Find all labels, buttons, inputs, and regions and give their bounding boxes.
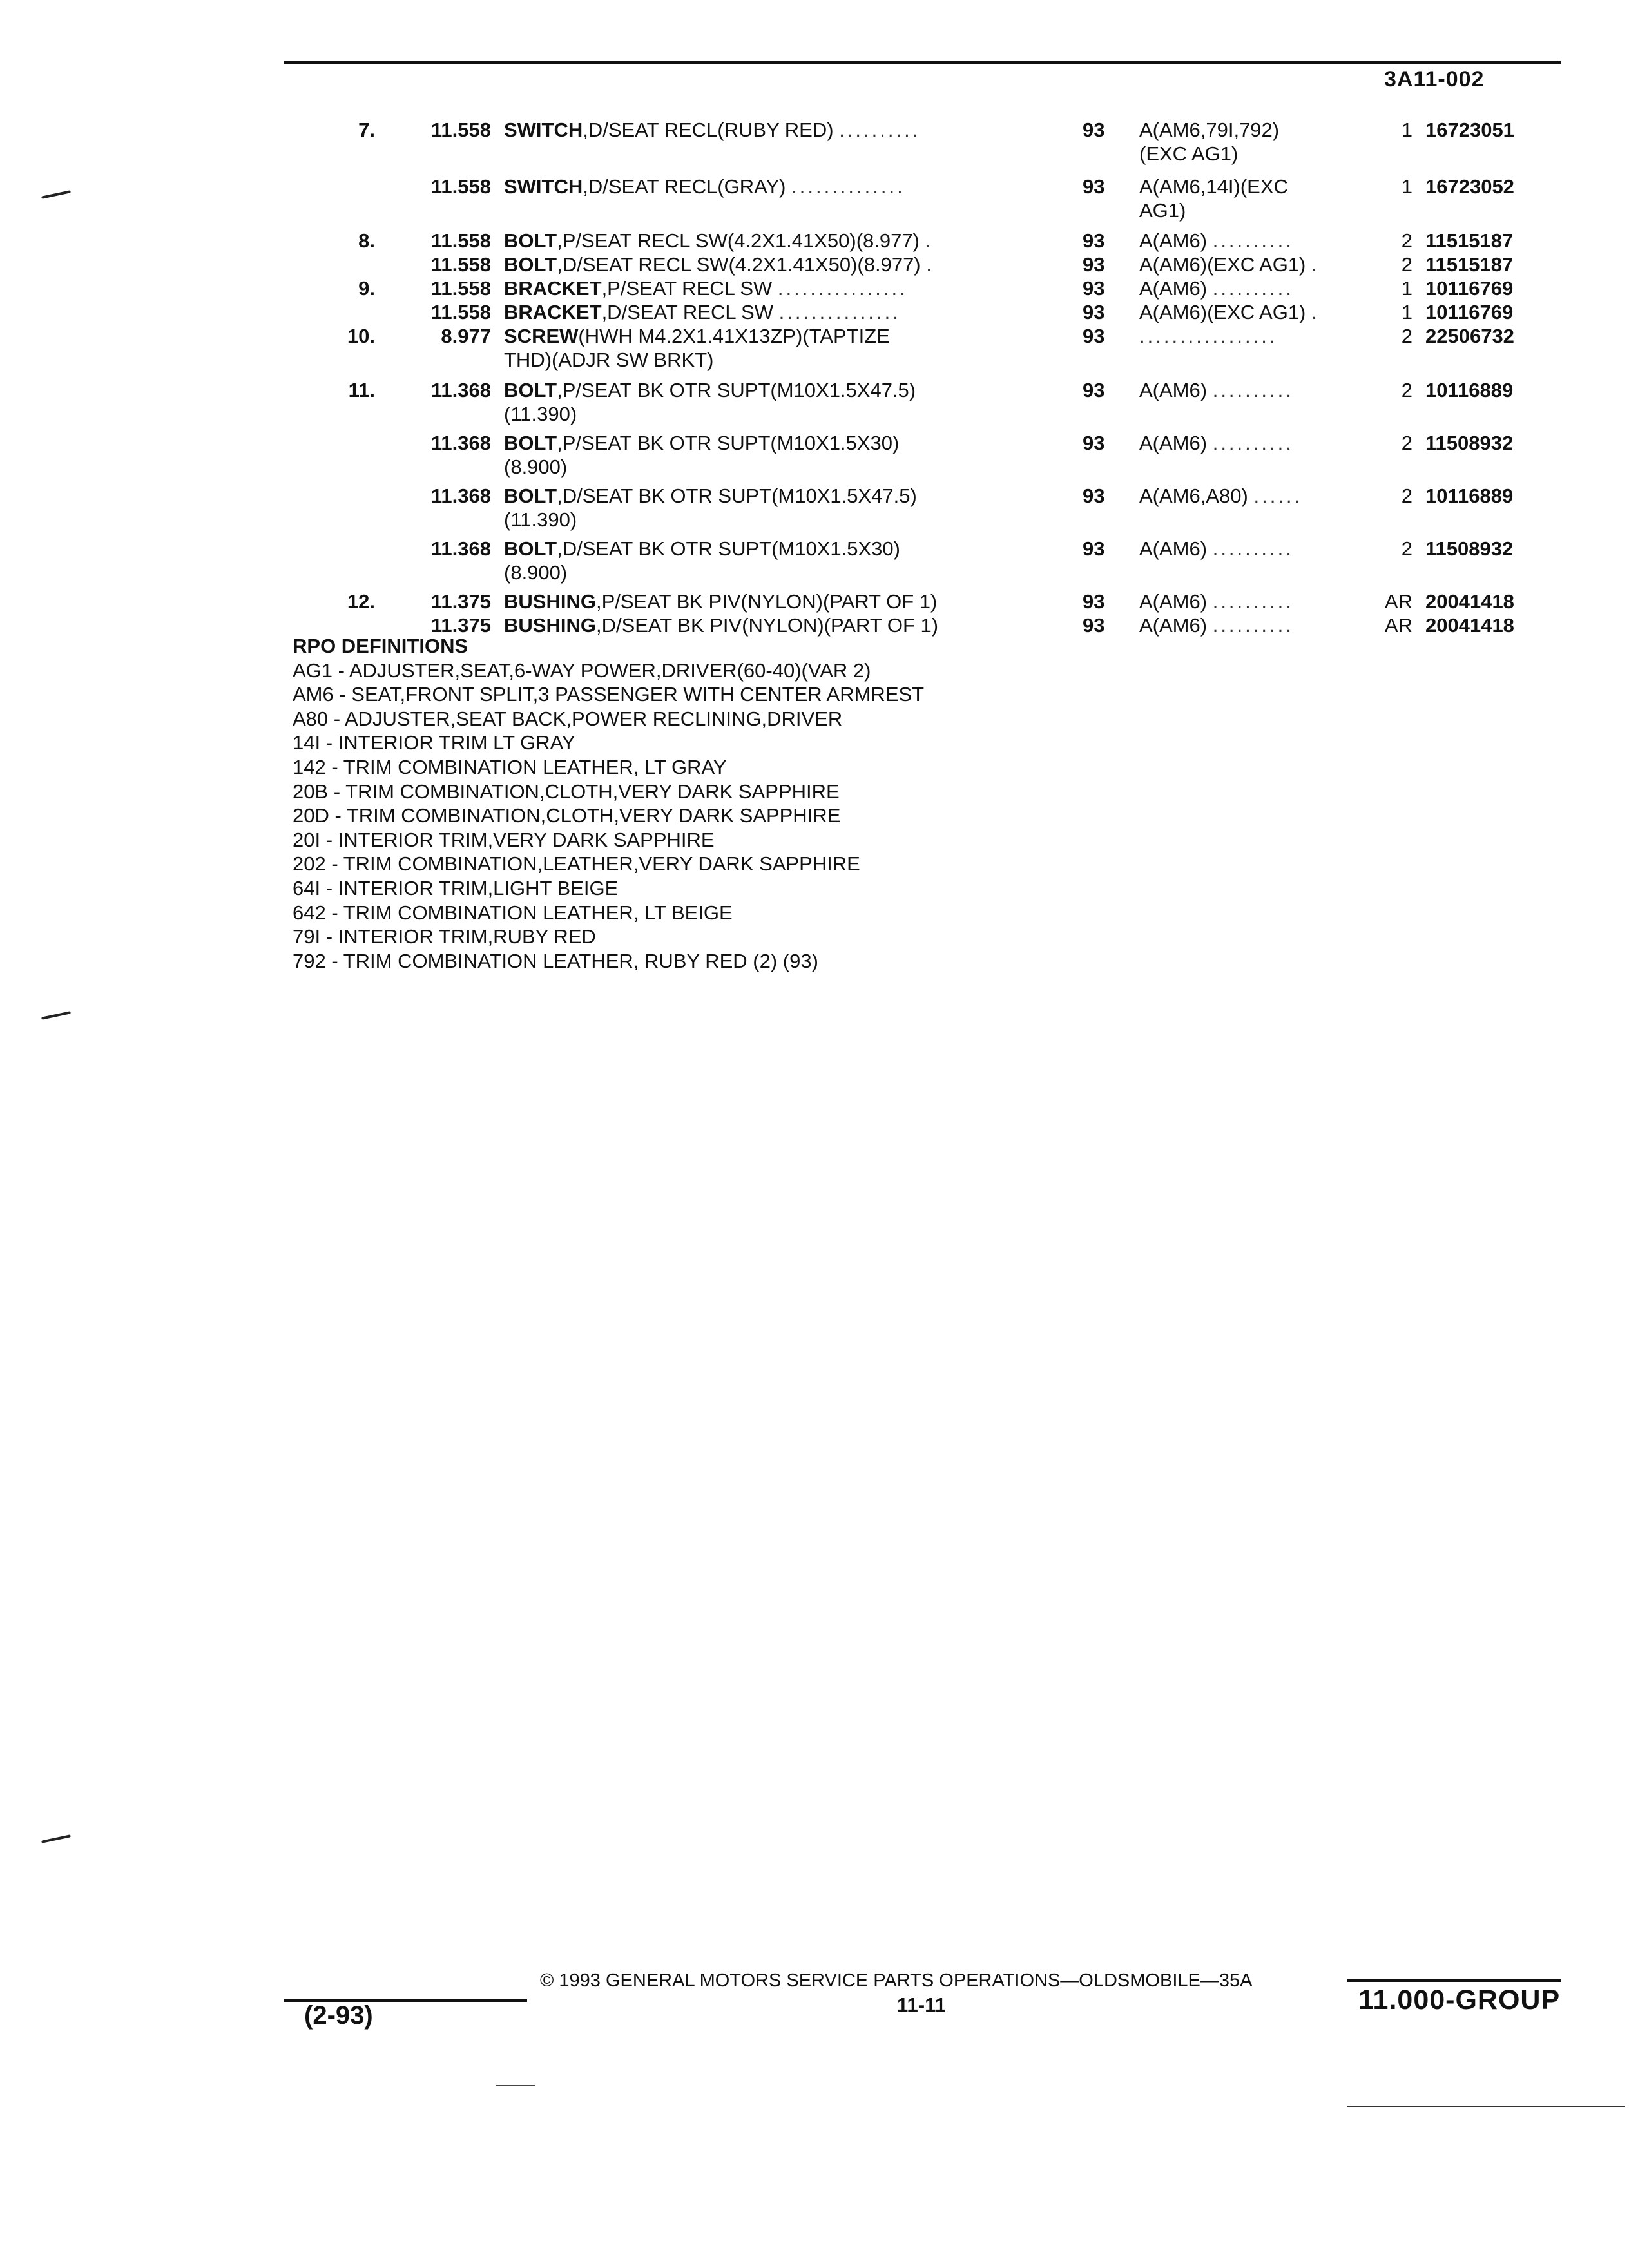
rpo-item: 792 - TRIM COMBINATION LEATHER, RUBY RED (2) (93): [293, 949, 818, 972]
leader-dots: .: [925, 229, 934, 252]
rpo-item: 14I - INTERIOR TRIM LT GRAY: [293, 731, 575, 754]
quantity: 2: [1401, 325, 1412, 347]
part-number: 11515187: [1425, 229, 1514, 252]
part-row: [329, 324, 1561, 348]
part-number: 11515187: [1425, 253, 1514, 276]
usage-leader-dots: ..........: [1212, 277, 1294, 300]
usage-leader-dots: ..........: [1212, 379, 1294, 401]
group-number: 11.368: [430, 379, 491, 401]
part-row: [329, 276, 1561, 300]
part-row: [329, 431, 1561, 455]
part-row: [329, 198, 1561, 222]
part-detail: ,D/SEAT RECL(GRAY): [583, 175, 786, 198]
part-row: [329, 455, 1561, 479]
ref-number: 12.: [347, 590, 375, 613]
group-number: 11.368: [430, 432, 491, 454]
rpo-item: AM6 - SEAT,FRONT SPLIT,3 PASSENGER WITH CENTER ARMREST: [293, 683, 925, 706]
part-row: [329, 229, 1561, 253]
usage-leader-dots: .: [1311, 301, 1320, 323]
part-number: 20041418: [1425, 590, 1514, 613]
part-name: SWITCH: [504, 119, 583, 141]
part-detail: (11.390): [504, 508, 577, 531]
part-name: BOLT: [504, 379, 557, 401]
quantity: AR: [1384, 590, 1412, 613]
part-detail: ,D/SEAT RECL(RUBY RED): [583, 119, 834, 141]
leader-dots: ...............: [778, 301, 901, 323]
usage-text: A(AM6)(EXC AG1): [1139, 301, 1306, 323]
model-year: 93: [1083, 253, 1105, 276]
part-detail: (11.390): [504, 403, 577, 425]
part-detail: ,D/SEAT BK OTR SUPT(M10X1.5X30): [557, 537, 900, 560]
part-row: [329, 348, 1561, 372]
model-year: 93: [1083, 229, 1105, 252]
group-number: 11.375: [430, 614, 491, 637]
usage-leader-dots: ..........: [1212, 590, 1294, 613]
usage-text: A(AM6): [1139, 277, 1208, 300]
group-number: 11.558: [430, 253, 491, 276]
group-number: 11.368: [430, 485, 491, 507]
usage-code: [1139, 198, 1410, 222]
usage-text: A(AM6): [1139, 537, 1208, 560]
part-detail: ,P/SEAT RECL SW: [601, 277, 773, 300]
model-year: 93: [1083, 614, 1105, 637]
part-row: [329, 561, 1561, 584]
part-name: BOLT: [504, 537, 557, 560]
model-year: 93: [1083, 325, 1105, 347]
page-number: 11-11: [897, 1994, 946, 2016]
model-year: 93: [1083, 301, 1105, 323]
usage-text: A(AM6): [1139, 379, 1208, 401]
usage-text: (EXC AG1): [1139, 142, 1239, 165]
rpo-item: AG1 - ADJUSTER,SEAT,6-WAY POWER,DRIVER(60-40)(VAR 2): [293, 658, 871, 682]
part-detail: ,D/SEAT BK PIV(NYLON)(PART OF 1): [595, 614, 939, 637]
footer-rule-right: [1347, 1979, 1561, 1982]
usage-text: A(AM6): [1139, 590, 1208, 613]
leader-dots: ................: [777, 277, 908, 300]
part-number: 10116889: [1425, 379, 1514, 401]
leader-dots: ..............: [791, 175, 905, 198]
part-detail: (HWH M4.2X1.41X13ZP)(TAPTIZE: [578, 325, 890, 347]
usage-text: A(AM6): [1139, 614, 1208, 637]
usage-code: [1139, 142, 1410, 166]
part-number: 16723051: [1425, 119, 1514, 141]
part-row: [329, 484, 1561, 508]
rpo-item: 202 - TRIM COMBINATION,LEATHER,VERY DARK SAPPHIRE: [293, 852, 860, 876]
part-description: [504, 455, 1367, 479]
part-detail: ,D/SEAT RECL SW: [601, 301, 773, 323]
group-number: 11.558: [430, 119, 491, 141]
model-year: 93: [1083, 175, 1105, 198]
quantity: AR: [1384, 614, 1412, 637]
part-name: BOLT: [504, 253, 557, 276]
stray-rule: [1347, 2106, 1625, 2107]
part-detail: ,D/SEAT RECL SW(4.2X1.41X50)(8.977): [557, 253, 921, 276]
part-detail: (8.900): [504, 456, 568, 478]
quantity: 2: [1401, 253, 1412, 276]
part-detail: THD)(ADJR SW BRKT): [504, 349, 714, 371]
part-description: [504, 508, 1367, 532]
part-row: [329, 142, 1561, 166]
group-number: 11.368: [430, 537, 491, 560]
part-detail: (8.900): [504, 561, 568, 584]
part-name: BUSHING: [504, 590, 596, 613]
copyright-line: © 1993 GENERAL MOTORS SERVICE PARTS OPERATIONS—OLDSMOBILE—35A: [540, 1970, 1253, 1991]
punch-mark-3: [41, 1834, 71, 1843]
usage-leader-dots: .: [1311, 253, 1320, 276]
usage-leader-dots: ..........: [1212, 537, 1294, 560]
quantity: 2: [1401, 379, 1412, 401]
part-number: 22506732: [1425, 325, 1514, 347]
part-name: BOLT: [504, 485, 557, 507]
part-row: [329, 537, 1561, 561]
part-row: [329, 253, 1561, 276]
part-row: [329, 508, 1561, 532]
ref-number: 10.: [347, 325, 375, 347]
usage-leader-dots: ..........: [1212, 229, 1294, 252]
part-number: 20041418: [1425, 614, 1514, 637]
part-detail: ,P/SEAT RECL SW(4.2X1.41X50)(8.977): [557, 229, 920, 252]
part-name: BOLT: [504, 432, 557, 454]
rpo-item: 20B - TRIM COMBINATION,CLOTH,VERY DARK SAPPHIRE: [293, 780, 840, 803]
part-row: [329, 118, 1561, 142]
quantity: 2: [1401, 229, 1412, 252]
part-number: 10116769: [1425, 301, 1514, 323]
ref-number: 8.: [358, 229, 375, 252]
rpo-title: RPO DEFINITIONS: [293, 635, 468, 657]
part-number: 16723052: [1425, 175, 1514, 198]
rpo-item: 20D - TRIM COMBINATION,CLOTH,VERY DARK SAPPHIRE: [293, 804, 841, 827]
part-number: 11508932: [1425, 537, 1514, 560]
model-year: 93: [1083, 277, 1105, 300]
model-year: 93: [1083, 379, 1105, 401]
part-number: 10116769: [1425, 277, 1514, 300]
model-year: 93: [1083, 537, 1105, 560]
group-number: 11.558: [430, 175, 491, 198]
ref-number: 11.: [348, 379, 375, 401]
part-row: [329, 300, 1561, 324]
usage-text: A(AM6,14I)(EXC: [1139, 175, 1288, 198]
quantity: 1: [1401, 301, 1412, 323]
part-detail: ,P/SEAT BK OTR SUPT(M10X1.5X30): [557, 432, 900, 454]
model-year: 93: [1083, 432, 1105, 454]
ref-number: 7.: [358, 119, 375, 141]
part-name: BOLT: [504, 229, 557, 252]
parts-list: [329, 118, 1561, 637]
usage-leader-dots: .................: [1139, 325, 1278, 347]
quantity: 1: [1401, 119, 1412, 141]
rpo-item: A80 - ADJUSTER,SEAT BACK,POWER RECLINING,DRIVER: [293, 707, 843, 730]
usage-leader-dots: ......: [1253, 485, 1303, 507]
usage-text: A(AM6): [1139, 432, 1208, 454]
part-row: [329, 590, 1561, 613]
usage-leader-dots: ..........: [1212, 614, 1294, 637]
model-year: 93: [1083, 119, 1105, 141]
part-name: BUSHING: [504, 614, 596, 637]
part-name: BRACKET: [504, 277, 602, 300]
usage-leader-dots: ..........: [1212, 432, 1294, 454]
quantity: 1: [1401, 175, 1412, 198]
rpo-definitions: [293, 634, 1130, 973]
part-row: [329, 402, 1561, 426]
punch-mark-1: [41, 190, 71, 198]
rpo-item: 64I - INTERIOR TRIM,LIGHT BEIGE: [293, 876, 619, 899]
part-detail: ,D/SEAT BK OTR SUPT(M10X1.5X47.5): [557, 485, 917, 507]
usage-text: A(AM6)(EXC AG1): [1139, 253, 1306, 276]
rpo-item: 642 - TRIM COMBINATION LEATHER, LT BEIGE: [293, 901, 733, 924]
punch-mark-2: [41, 1011, 71, 1019]
date-code: (2-93): [304, 2001, 373, 2030]
group-code: 11.000-GROUP: [1358, 1984, 1561, 2015]
group-number: 11.558: [430, 277, 491, 300]
rpo-item: 79I - INTERIOR TRIM,RUBY RED: [293, 925, 596, 948]
header-rule: [284, 61, 1561, 64]
part-description: [504, 348, 1367, 372]
usage-text: A(AM6): [1139, 229, 1208, 252]
leader-dots: ..........: [839, 119, 921, 141]
part-description: [504, 402, 1367, 426]
part-detail: ,P/SEAT BK OTR SUPT(M10X1.5X47.5): [557, 379, 916, 401]
quantity: 2: [1401, 485, 1412, 507]
quantity: 2: [1401, 432, 1412, 454]
model-year: 93: [1083, 485, 1105, 507]
rpo-item: 20I - INTERIOR TRIM,VERY DARK SAPPHIRE: [293, 828, 715, 851]
part-description: [504, 561, 1367, 584]
group-number: 11.375: [430, 590, 491, 613]
stray-mark: [496, 2085, 535, 2086]
part-number: 10116889: [1425, 485, 1514, 507]
page-id: 3A11-002: [1384, 67, 1485, 91]
part-number: 11508932: [1425, 432, 1514, 454]
part-name: BRACKET: [504, 301, 602, 323]
group-number: 8.977: [441, 325, 491, 347]
usage-text: AG1): [1139, 199, 1186, 222]
ref-number: 9.: [358, 277, 375, 300]
usage-text: A(AM6,A80): [1139, 485, 1248, 507]
part-name: SWITCH: [504, 175, 583, 198]
leader-dots: .: [926, 253, 934, 276]
part-name: SCREW: [504, 325, 579, 347]
part-row: [329, 378, 1561, 402]
quantity: 1: [1401, 277, 1412, 300]
model-year: 93: [1083, 590, 1105, 613]
quantity: 2: [1401, 537, 1412, 560]
rpo-item: 142 - TRIM COMBINATION LEATHER, LT GRAY: [293, 755, 727, 778]
group-number: 11.558: [430, 301, 491, 323]
usage-text: A(AM6,79I,792): [1139, 119, 1280, 141]
group-number: 11.558: [430, 229, 491, 252]
part-detail: ,P/SEAT BK PIV(NYLON)(PART OF 1): [595, 590, 938, 613]
rpo-items: [293, 658, 1130, 974]
part-row: [329, 175, 1561, 198]
